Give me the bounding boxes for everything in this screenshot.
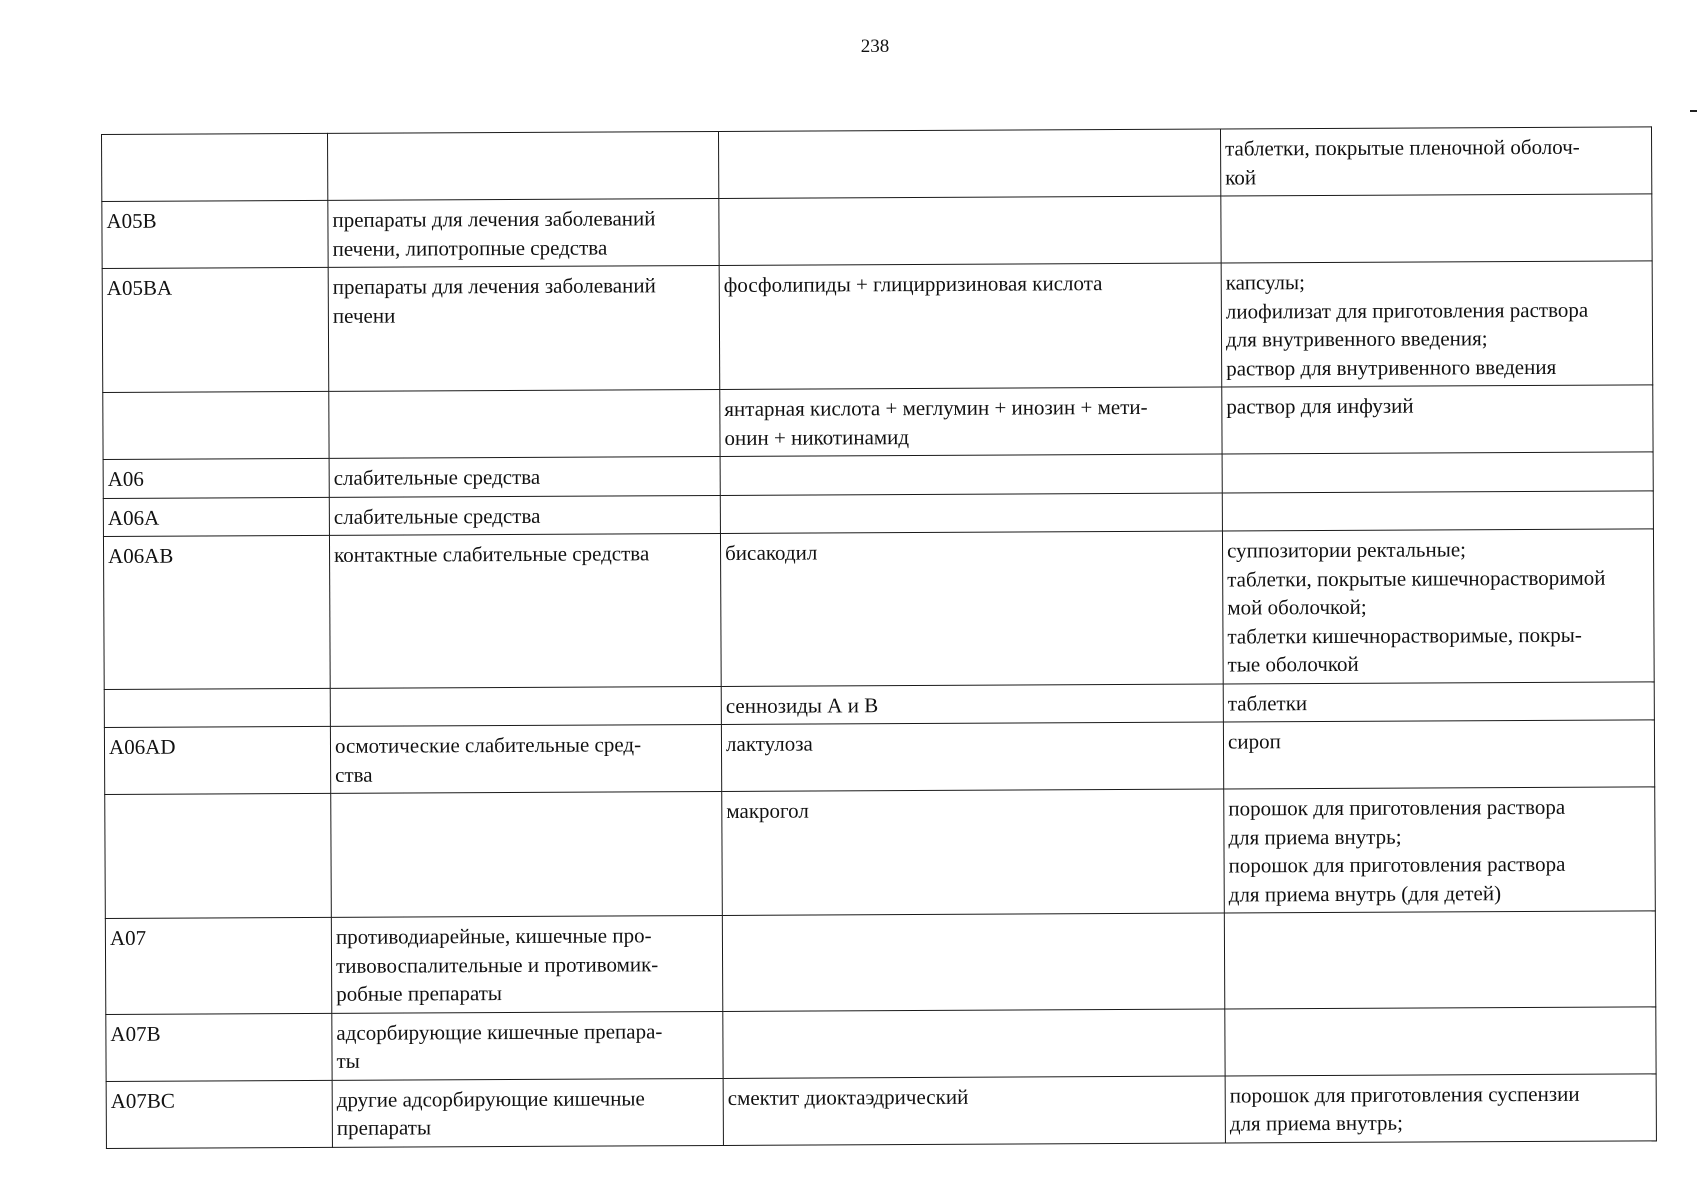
table-body — [102, 127, 1657, 1148]
cell-code — [102, 133, 328, 201]
cell-group — [328, 198, 719, 267]
cell-code: A06 — [103, 458, 329, 498]
cell-forms — [1221, 194, 1652, 263]
cell-line: робные препараты — [336, 981, 503, 1006]
cell-line: таблетки, покрытые пленочной оболоч- — [1225, 134, 1580, 161]
cell-forms — [1222, 529, 1654, 684]
cell-code: A06AB — [103, 535, 330, 689]
cell-substance — [723, 1076, 1225, 1145]
cell-group — [332, 1011, 723, 1080]
cell-forms — [1221, 261, 1653, 387]
cell-line: таблетки — [1227, 690, 1308, 716]
cell-forms — [1224, 911, 1655, 1009]
cell-substance — [721, 722, 1223, 791]
cell-code: A07B — [106, 1013, 332, 1081]
cell-forms — [1222, 385, 1653, 454]
cell-forms — [1220, 127, 1651, 196]
cell-code: A06A — [103, 497, 329, 537]
cell-code — [103, 391, 329, 459]
cell-line: онин + никотинамид — [724, 424, 910, 450]
cell-code: A05BA — [102, 267, 329, 392]
cell-line: суппозитории ректальные; — [1226, 537, 1467, 563]
table-row — [106, 1006, 1656, 1081]
cell-forms — [1225, 1073, 1656, 1142]
cell-group — [327, 131, 718, 200]
cell-line: для приема внутрь; — [1228, 824, 1402, 849]
cell-line: осмотические слабительные сред- — [334, 732, 642, 758]
cell-group — [329, 495, 720, 535]
cell-group — [332, 1078, 723, 1147]
cell-line: контактные слабительные средства — [334, 541, 650, 567]
table-row — [105, 787, 1656, 919]
cell-line: янтарная кислота + меглумин + инозин + мети- — [724, 394, 1148, 421]
cell-line: препараты — [336, 1115, 432, 1140]
table-row — [103, 385, 1653, 460]
cell-line: адсорбирующие кишечные препара- — [336, 1018, 663, 1045]
cell-code: A07 — [105, 917, 331, 1014]
cell-code: A07BC — [106, 1080, 332, 1148]
cell-line: порошок для приготовления суспензии — [1229, 1081, 1580, 1107]
cell-line: бисакодил — [724, 540, 818, 565]
cell-group — [328, 265, 720, 391]
cell-substance — [722, 789, 1225, 915]
cell-forms — [1222, 452, 1653, 493]
cell-line: слабительные средства — [333, 503, 541, 529]
cell-line: лиофилизат для приготовления раствора — [1225, 297, 1589, 324]
cell-substance — [718, 129, 1220, 198]
cell-line: для приема внутрь; — [1229, 1110, 1403, 1136]
cell-line: сироп — [1227, 729, 1281, 754]
cell-code: A06AD — [104, 726, 330, 794]
cell-group — [329, 533, 721, 687]
cell-forms — [1224, 787, 1656, 913]
cell-line: сеннозиды А и В — [725, 692, 879, 718]
cell-line: порошок для приготовления раствора — [1228, 794, 1566, 821]
cell-substance — [723, 1009, 1225, 1078]
cell-substance — [720, 493, 1222, 534]
cell-line: тые оболочкой — [1227, 651, 1359, 677]
cell-group — [329, 456, 720, 496]
cell-substance — [720, 454, 1222, 495]
cell-forms — [1222, 490, 1653, 531]
cell-group — [331, 791, 723, 917]
cell-line: смектит диоктаэдрический — [727, 1084, 969, 1110]
cell-line: порошок для приготовления раствора — [1228, 851, 1566, 878]
cell-line: мой оболочкой; — [1227, 594, 1367, 620]
cell-line: раствор для внутривенного введения — [1226, 354, 1557, 381]
cell-group — [331, 915, 722, 1012]
table-row — [103, 529, 1654, 689]
table-row — [104, 720, 1654, 795]
cell-line: печени, липотропные средства — [332, 235, 608, 261]
cell-substance — [719, 196, 1221, 265]
table-row — [105, 911, 1655, 1014]
cell-line: слабительные средства — [333, 464, 541, 490]
cell-line: раствор для инфузий — [1226, 393, 1414, 419]
cell-line: противодиарейные, кишечные про- — [335, 923, 652, 949]
cell-group — [330, 686, 721, 726]
cell-line: тивовоспалительные и противомик- — [336, 951, 659, 978]
cell-line: печени — [332, 303, 396, 328]
cell-forms — [1223, 681, 1654, 722]
cell-code — [105, 793, 332, 918]
cell-line: препараты для лечения заболеваний — [332, 273, 656, 299]
cell-line: ства — [335, 762, 373, 787]
cell-line: таблетки, покрытые кишечнорастворимой — [1227, 565, 1606, 592]
cell-line: ты — [336, 1048, 360, 1073]
table-row — [102, 261, 1653, 393]
cell-substance — [722, 913, 1224, 1011]
cell-substance — [721, 684, 1223, 725]
page-number: 238 — [860, 36, 890, 57]
cell-line: препараты для лечения заболеваний — [332, 206, 656, 232]
cell-code — [104, 688, 330, 728]
table-row — [106, 1073, 1656, 1148]
cell-substance — [719, 263, 1222, 389]
cell-line: таблетки кишечнорастворимые, покры- — [1227, 622, 1582, 649]
cell-line: фосфолипиды + глицирризиновая кислота — [723, 271, 1103, 297]
cell-forms — [1225, 1006, 1656, 1075]
cell-line: лактулоза — [725, 731, 813, 756]
cell-code: A05B — [102, 200, 328, 268]
cell-line: для внутривенного введения; — [1225, 326, 1488, 352]
cell-line: макрогол — [726, 798, 809, 823]
cell-group — [329, 389, 720, 458]
margin-mark — [1690, 110, 1697, 112]
table-row — [102, 194, 1652, 269]
cell-line: другие адсорбирующие кишечные — [336, 1085, 645, 1112]
cell-line: для приема внутрь (для детей) — [1228, 880, 1502, 906]
cell-line: капсулы; — [1225, 270, 1306, 295]
cell-substance — [720, 387, 1222, 456]
cell-forms — [1223, 720, 1654, 789]
cell-line: кой — [1225, 164, 1257, 190]
cell-group — [330, 724, 721, 793]
medication-table — [101, 126, 1657, 1148]
table-row — [102, 127, 1652, 202]
cell-substance — [720, 531, 1223, 686]
